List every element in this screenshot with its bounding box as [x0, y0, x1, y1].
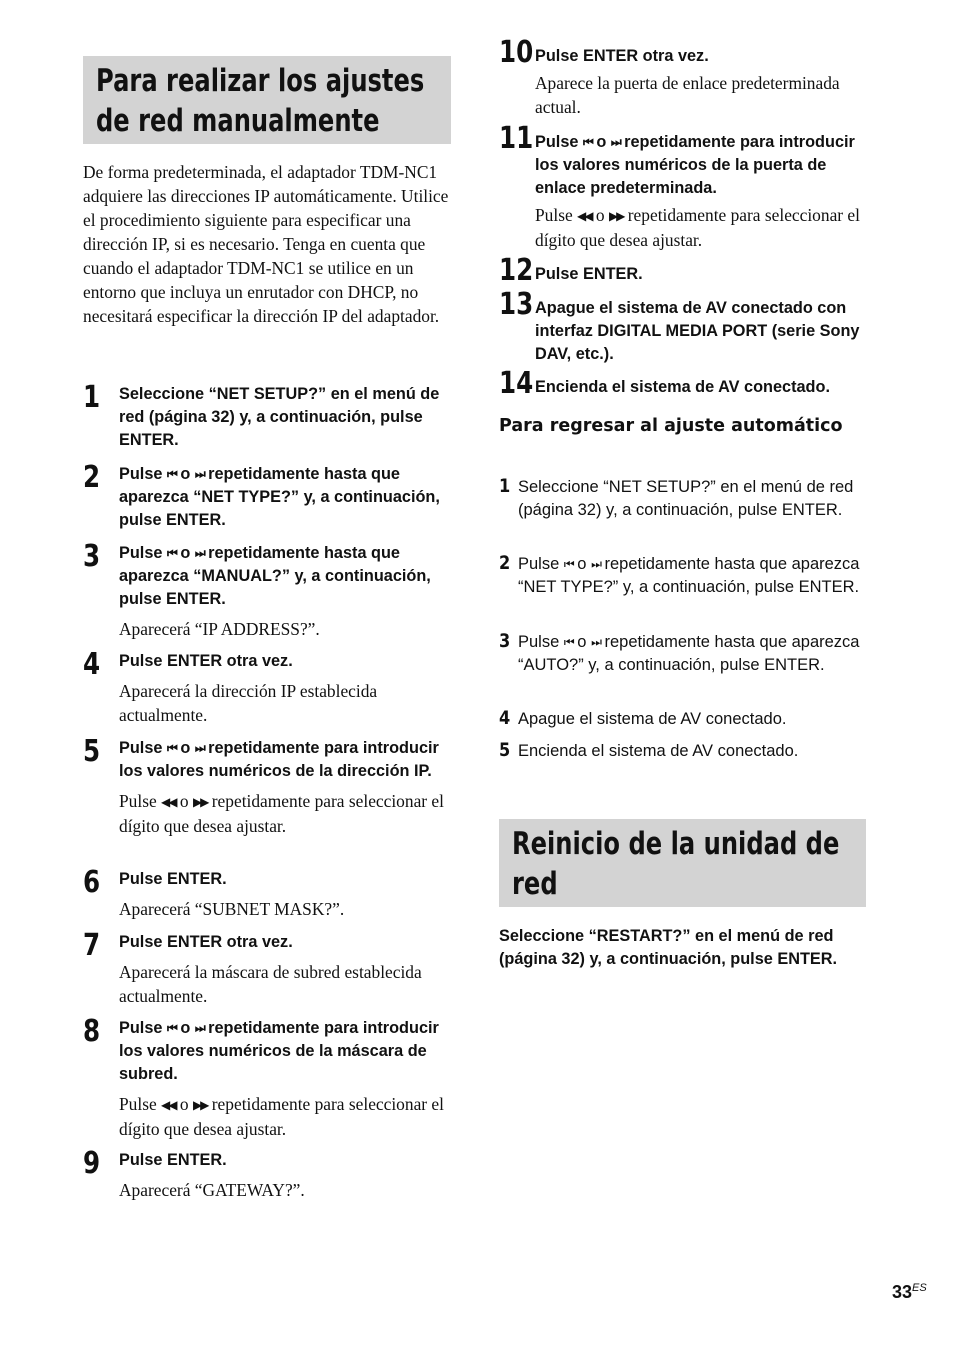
- next-track-icon: ⏭: [591, 557, 600, 571]
- step-6: [83, 865, 455, 921]
- auto-step-1: [499, 476, 871, 522]
- intro-paragraph: De forma predeterminada, el adaptador TDM-NC1 adquiere las direcciones IP automáticamente. Utilice el procedimiento siguiente para especificar una dirección IP, si es necesario. Tenga en cuenta que cuando el adaptador TDM-NC1 se utilice en un entorno que incluya un enrutador con DHCP, no necesitará especificar la dirección IP del adaptador.: [83, 162, 449, 326]
- step-instruction: Pulse ⏮ o ⏭ repetidamente para introducir los valores numéricos de la puerta de enlace predeterminada.: [535, 133, 855, 197]
- step-number: 9: [83, 1146, 101, 1181]
- previous-track-icon: ⏮: [166, 741, 176, 755]
- step-instruction: Seleccione “NET SETUP?” en el menú de red (página 32) y, a continuación, pulse ENTER.: [119, 385, 440, 449]
- step-number: 6: [83, 865, 101, 900]
- step-instruction: Seleccione “NET SETUP?” en el menú de red (página 32) y, a continuación, pulse ENTER.: [518, 478, 854, 519]
- step-instruction: Pulse ENTER.: [119, 1151, 227, 1169]
- step-13: [499, 287, 871, 366]
- section-title-restart: Reinicio de la unidad de red: [499, 819, 866, 907]
- step-note: Aparecerá “GATEWAY?”.: [119, 1180, 305, 1200]
- previous-track-icon: ⏮: [166, 467, 176, 481]
- auto-step-4: [499, 708, 871, 731]
- step-9: [83, 1146, 455, 1202]
- previous-track-icon: ⏮: [166, 1021, 176, 1035]
- next-track-icon: ⏭: [591, 635, 600, 649]
- step-14: [499, 366, 871, 401]
- step-instruction: Pulse ENTER.: [535, 265, 643, 283]
- step-number: 11: [499, 121, 534, 156]
- step-number: 2: [83, 460, 101, 495]
- step-number: 4: [499, 707, 511, 729]
- step-instruction: Apague el sistema de AV conectado con interfaz DIGITAL MEDIA PORT (serie Sony DAV, etc.).: [535, 299, 860, 363]
- step-note: Aparecerá la dirección IP establecida actualmente.: [119, 681, 378, 725]
- fast-forward-icon: ▶▶: [192, 1098, 208, 1112]
- step-4: [83, 647, 455, 727]
- step-instruction: Encienda el sistema de AV conectado.: [535, 378, 830, 396]
- step-10: [499, 35, 871, 119]
- step-note: Pulse ◀◀ o ▶▶ repetidamente para seleccionar el dígito que desea ajustar.: [119, 791, 444, 836]
- step-instruction: Pulse ⏮ o ⏭ repetidamente para introducir los valores numéricos de la dirección IP.: [119, 739, 439, 780]
- step-number: 1: [499, 475, 511, 497]
- next-track-icon: ⏭: [194, 1021, 204, 1035]
- step-instruction: Pulse ⏮ o ⏭ repetidamente hasta que aparezca “MANUAL?” y, a continuación, pulse ENTER.: [119, 544, 431, 608]
- subheading-return-auto: Para regresar al ajuste automático: [499, 416, 843, 436]
- fast-forward-icon: ▶▶: [192, 795, 208, 809]
- rewind-icon: ◀◀: [161, 795, 176, 809]
- step-note: Aparecerá la máscara de subred establecida actualmente.: [119, 962, 422, 1006]
- step-note: Aparece la puerta de enlace predeterminada actual.: [535, 73, 840, 117]
- step-number: 2: [499, 552, 511, 574]
- step-number: 7: [83, 928, 101, 963]
- step-instruction: Pulse ⏮ o ⏭ repetidamente hasta que aparezca “NET TYPE?” y, a continuación, pulse ENTER.: [518, 555, 860, 596]
- step-number: 3: [83, 539, 101, 574]
- auto-step-3: [499, 631, 871, 677]
- step-note: Aparecerá “SUBNET MASK?”.: [119, 899, 345, 919]
- step-1: [83, 380, 455, 452]
- step-instruction: Pulse ⏮ o ⏭ repetidamente hasta que aparezca “NET TYPE?” y, a continuación, pulse ENTER.: [119, 465, 440, 529]
- step-7: [83, 928, 455, 1008]
- step-note: Aparecerá “IP ADDRESS?”.: [119, 619, 320, 639]
- step-number: 5: [83, 734, 101, 769]
- page-number: $33^{ES}$: [892, 1282, 927, 1302]
- section-title-manual-network: Para realizar los ajustes de red manualmente: [83, 56, 451, 144]
- step-3: [83, 539, 455, 641]
- restart-instruction: Seleccione “RESTART?” en el menú de red (página 32) y, a continuación, pulse ENTER.: [499, 927, 838, 968]
- next-track-icon: ⏭: [194, 741, 204, 755]
- step-note: Pulse ◀◀ o ▶▶ repetidamente para seleccionar el dígito que desea ajustar.: [119, 1094, 444, 1139]
- step-number: 12: [499, 253, 534, 288]
- step-2: [83, 460, 455, 532]
- previous-track-icon: ⏮: [563, 557, 573, 571]
- auto-step-2: [499, 553, 871, 599]
- next-track-icon: ⏭: [194, 546, 204, 560]
- step-number: 4: [83, 647, 101, 682]
- step-number: 8: [83, 1014, 101, 1049]
- step-instruction: Pulse ENTER otra vez.: [119, 652, 293, 670]
- step-11: [499, 121, 871, 252]
- step-instruction: Pulse ⏮ o ⏭ repetidamente para introducir los valores numéricos de la máscara de subred.: [119, 1019, 439, 1083]
- previous-track-icon: ⏮: [582, 135, 592, 149]
- step-instruction: Encienda el sistema de AV conectado.: [518, 742, 799, 760]
- rewind-icon: ◀◀: [161, 1098, 176, 1112]
- step-number: 14: [499, 366, 534, 401]
- fast-forward-icon: ▶▶: [608, 209, 624, 223]
- step-number: 3: [499, 630, 511, 652]
- step-instruction: Pulse ⏮ o ⏭ repetidamente hasta que aparezca “AUTO?” y, a continuación, pulse ENTER.: [518, 633, 860, 674]
- rewind-icon: ◀◀: [577, 209, 592, 223]
- step-number: 13: [499, 287, 534, 322]
- step-number: 10: [499, 35, 534, 70]
- step-instruction: Pulse ENTER otra vez.: [535, 47, 709, 65]
- step-instruction: Pulse ENTER.: [119, 870, 227, 888]
- step-instruction: Pulse ENTER otra vez.: [119, 933, 293, 951]
- step-number: 5: [499, 739, 511, 761]
- step-12: [499, 253, 871, 288]
- previous-track-icon: ⏮: [563, 635, 573, 649]
- step-number: 1: [83, 380, 101, 415]
- step-instruction: Apague el sistema de AV conectado.: [518, 710, 787, 728]
- previous-track-icon: ⏮: [166, 546, 176, 560]
- next-track-icon: ⏭: [194, 467, 204, 481]
- step-8: [83, 1014, 455, 1141]
- step-note: Pulse ◀◀ o ▶▶ repetidamente para seleccionar el dígito que desea ajustar.: [535, 205, 860, 250]
- auto-step-5: [499, 740, 871, 763]
- next-track-icon: ⏭: [610, 135, 620, 149]
- step-5: [83, 734, 455, 838]
